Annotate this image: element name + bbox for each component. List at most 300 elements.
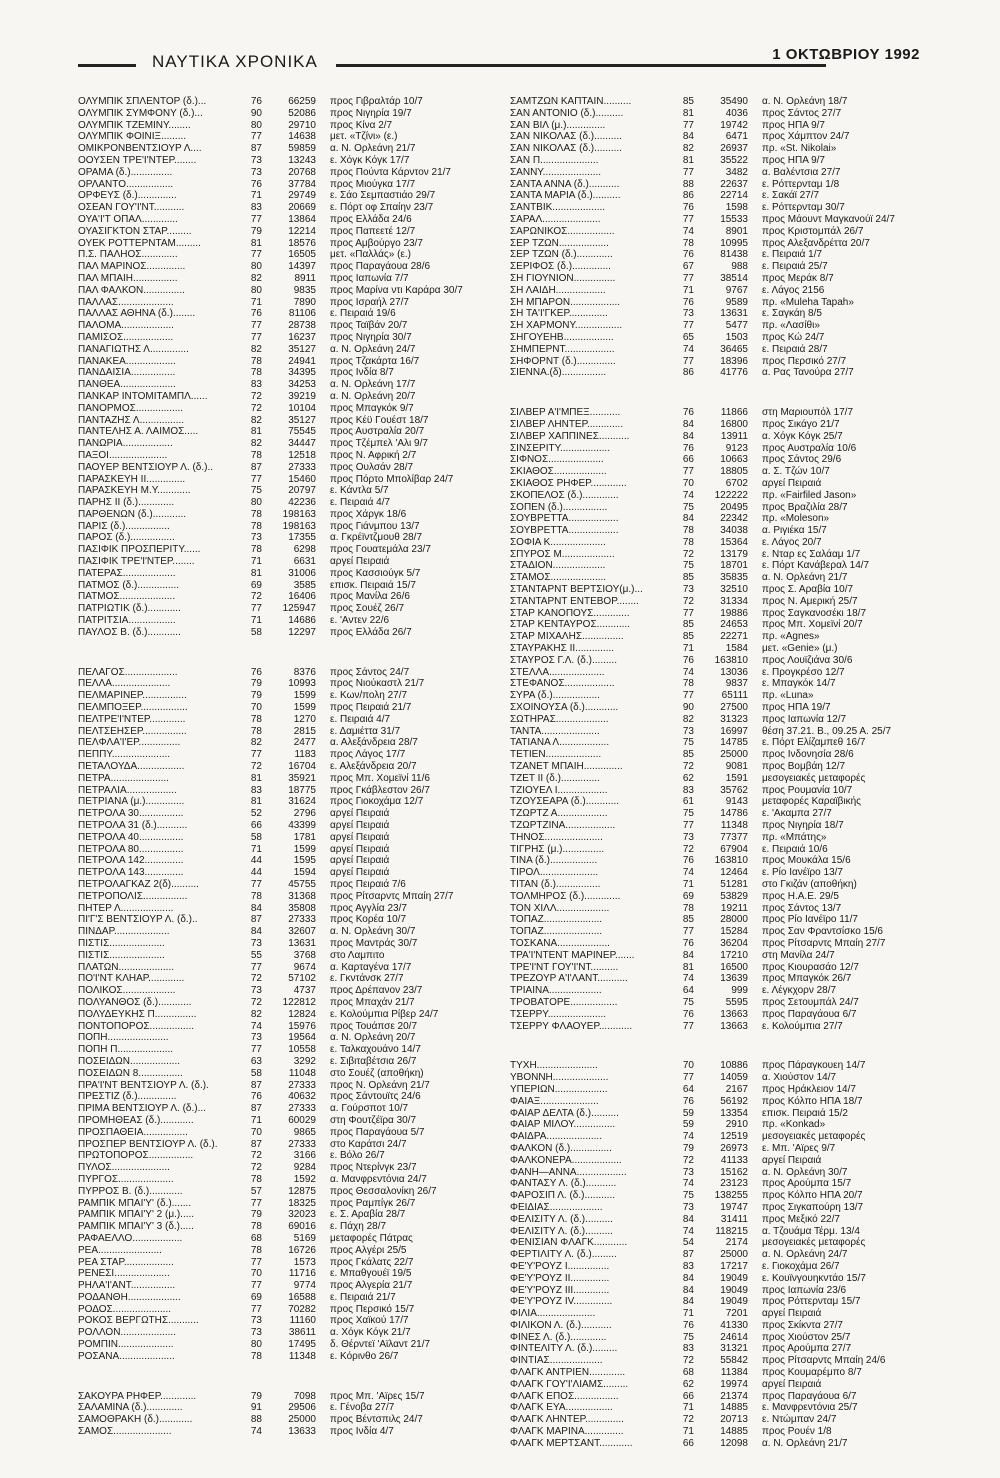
ship-row — [78, 667, 498, 679]
build-year: 73 — [250, 937, 262, 949]
ship-name: ΣΟΥΒΡΕΤΤΑ.................. — [510, 513, 619, 525]
build-year: 76 — [682, 407, 694, 419]
ship-name: ΤΙΡΟΛ..................... — [510, 867, 599, 879]
voyage-note: προς Κόλπο ΗΠΑ 20/7 — [762, 1190, 863, 1202]
voyage-note: προς Τζακάρτα 16/7 — [330, 355, 420, 367]
build-year: 77 — [682, 926, 694, 938]
build-year: 78 — [682, 536, 694, 548]
voyage-note: προς Παραγάουα 28/6 — [330, 261, 431, 273]
tonnage: 42236 — [288, 497, 316, 509]
ship-row — [78, 761, 498, 773]
ship-name: ΦΛΑΓΚ ΛΗΝΤΕΡ.............. — [510, 1414, 624, 1426]
ship-name: ΣΑΝΤΑ ΑΝΝΑ (δ.)........... — [510, 178, 620, 190]
ship-row — [510, 1021, 930, 1033]
ship-name: ΣΑΝ ΒΙΛ (μ.).............. — [510, 119, 606, 131]
ship-name: ΣΑΝ ΝΙΚΟΛΑΣ (δ.).......... — [510, 131, 622, 143]
ship-name: ΡΟΜΠΙΝ.................... — [78, 1339, 174, 1351]
ship-row — [78, 832, 498, 844]
build-year: 76 — [250, 96, 262, 107]
ship-name: ΤΡΕΖΟΥΡ Α'Ι'ΛΑΝΤ........... — [510, 973, 628, 985]
tonnage: 31334 — [720, 595, 748, 607]
ship-row — [78, 1021, 498, 1033]
tonnage: 9837 — [725, 678, 748, 690]
ship-name: ΠΟΣΕΙΔΩΝ.................. — [78, 1055, 181, 1067]
tonnage: 23123 — [720, 1178, 748, 1190]
ship-name: ΠΑΟΥΕΡ ΒΕΝΤΣΙΟΥΡ Λ. (δ.).. — [78, 461, 214, 473]
tonnage: 12519 — [720, 1131, 748, 1143]
tonnage: 999 — [731, 985, 748, 997]
ship-row — [510, 549, 930, 561]
build-year: 82 — [250, 272, 262, 284]
tonnage: 22714 — [720, 190, 748, 202]
build-year: 64 — [682, 1083, 694, 1095]
tonnage: 28738 — [288, 320, 316, 332]
ship-name: ΠΙΝΔΑΡ.................... — [78, 926, 170, 938]
build-year: 71 — [682, 1402, 694, 1414]
voyage-note: αργεί Πειραιά — [330, 843, 390, 855]
tonnage: 18805 — [720, 466, 748, 478]
voyage-note: ε. Σακάϊ 27/7 — [762, 190, 820, 202]
ship-name: ΠΡΩΤΟΠΟΡΟΣ................ — [78, 1150, 194, 1162]
build-year: 76 — [682, 1095, 694, 1107]
ship-row — [510, 332, 930, 344]
voyage-note: α. Ν. Ορλεάνη 21/7 — [762, 1437, 848, 1449]
ship-row — [78, 1402, 498, 1414]
ship-name: ΣΤΕΛΛΑ.................... — [510, 666, 605, 678]
build-year: 76 — [682, 937, 694, 949]
tonnage: 31411 — [720, 1213, 748, 1225]
ship-row — [510, 356, 930, 368]
ship-name: ΡΕΑ ΣΤΑΡ.................. — [78, 1256, 174, 1268]
ship-list-block — [78, 96, 498, 639]
build-year: 73 — [250, 1327, 262, 1339]
page-header — [78, 46, 920, 82]
build-year: 81 — [682, 154, 694, 166]
ship-name: ΠΕΛΜΑΡΙΝΕΡ................ — [78, 690, 187, 702]
tonnage: 34038 — [720, 525, 748, 537]
tonnage: 12824 — [288, 1008, 316, 1020]
ship-row — [78, 155, 498, 167]
tonnage: 5595 — [725, 996, 748, 1008]
ship-row — [78, 1221, 498, 1233]
ship-row — [510, 1202, 930, 1214]
voyage-note: προς Μαρίνα ντι Καράρα 30/7 — [330, 284, 463, 296]
ship-name: ΦΑΡΟΣΙΠ Λ. (δ.)........... — [510, 1190, 616, 1202]
ship-row — [510, 950, 930, 962]
ship-name: ΠΟΣΕΙΔΩΝ 8................ — [78, 1067, 183, 1079]
voyage-note: προς Σιγκαπούρη 13/7 — [762, 1201, 864, 1213]
voyage-note: προς Σάντος 13/7 — [762, 902, 842, 914]
voyage-note: ε. Κολούμπια Ρίβερ 24/7 — [330, 1008, 439, 1020]
tonnage: 1270 — [293, 713, 316, 725]
build-year: 80 — [250, 261, 262, 273]
ship-name: ΤΙΓΡΗΣ (μ.)............... — [510, 843, 605, 855]
voyage-note: α. Ν. Ορλεάνη 30/7 — [330, 926, 416, 938]
voyage-note: προς Ισραήλ 27/7 — [330, 296, 409, 308]
voyage-note: προς Ιαπωνία 7/7 — [330, 272, 409, 284]
build-year: 77 — [682, 213, 694, 225]
voyage-note: προς Ρίο Ιανέϊρο 11/7 — [762, 914, 858, 926]
tonnage: 16800 — [720, 418, 748, 430]
tonnage: 34447 — [288, 438, 316, 450]
tonnage: 13663 — [720, 1008, 748, 1020]
tonnage: 8376 — [293, 666, 316, 678]
tonnage: 32607 — [288, 926, 316, 938]
ship-row — [510, 596, 930, 608]
ship-name: ΡΕΝΕΣΙ.................... — [78, 1268, 170, 1280]
build-year: 79 — [250, 225, 262, 237]
tonnage: 10104 — [288, 402, 316, 414]
ship-row — [510, 1414, 930, 1426]
build-year: 73 — [250, 1032, 262, 1044]
ship-row — [78, 808, 498, 820]
build-year: 87 — [250, 461, 262, 473]
tonnage: 14885 — [720, 1402, 748, 1414]
build-year: 72 — [682, 1414, 694, 1426]
build-year: 77 — [250, 603, 262, 615]
voyage-note: ε. Πόρτ Κανάβεραλ 14/7 — [762, 560, 870, 572]
voyage-note: στο Γκιζάν (αποθήκη) — [762, 879, 857, 890]
build-year: 79 — [250, 1209, 262, 1221]
ship-row — [78, 202, 498, 214]
tonnage: 17210 — [720, 949, 748, 961]
build-year: 71 — [250, 1114, 262, 1126]
tonnage: 26973 — [720, 1142, 748, 1154]
voyage-note: α. Ν. Ορλεάνη 18/7 — [762, 96, 848, 107]
tonnage: 27333 — [288, 1079, 316, 1091]
voyage-note: προς Σουέζ 26/7 — [330, 603, 405, 615]
tonnage: 15976 — [288, 1020, 316, 1032]
voyage-note: α. Ν. Ορλεάνη 20/7 — [330, 390, 416, 402]
tonnage: 11348 — [288, 1350, 316, 1362]
ship-name: ΣΗΓΟΥΕΗΒ.................. — [510, 331, 614, 343]
ship-name: ΠΑΛ ΜΠΑΙΗ................ — [78, 272, 178, 284]
ship-row — [78, 426, 498, 438]
tonnage: 32510 — [720, 584, 748, 596]
ship-row — [510, 320, 930, 332]
ship-row — [78, 1304, 498, 1316]
voyage-note: α. Ν. Ορλεάνη 24/7 — [762, 1249, 848, 1261]
tonnage: 14885 — [720, 1426, 748, 1438]
build-year: 78 — [250, 1244, 262, 1256]
ship-row — [78, 131, 498, 143]
ship-name: ΠΑΝΘΕΑ.................... — [78, 379, 176, 391]
tonnage: 35522 — [720, 154, 748, 166]
build-year: 72 — [250, 591, 262, 603]
build-year: 77 — [682, 119, 694, 131]
tonnage: 6702 — [725, 477, 748, 489]
tonnage: 19049 — [720, 1272, 748, 1284]
tonnage: 9774 — [293, 1280, 316, 1292]
ship-name: ΣΤΑΥΡΟΣ Γ.Λ. (δ.)......... — [510, 654, 617, 666]
tonnage: 55842 — [720, 1355, 748, 1367]
ship-row — [78, 985, 498, 997]
ship-row — [510, 367, 930, 379]
voyage-note: προς Νιγηρία 19/7 — [330, 107, 412, 119]
tonnage: 13179 — [720, 548, 748, 560]
build-year: 82 — [250, 1008, 262, 1020]
ship-row — [510, 1072, 930, 1084]
ship-row — [78, 568, 498, 580]
ship-row — [78, 1150, 498, 1162]
build-year: 76 — [682, 249, 694, 261]
ship-name: ΠΑΝΤΑΖΗΣ Λ................ — [78, 414, 185, 426]
voyage-note: ε. Γκντάνσκ 27/7 — [330, 973, 404, 985]
ship-name: ΣΥΡΑ (δ.)................. — [510, 690, 600, 702]
build-year: 78 — [250, 544, 262, 556]
build-year: 73 — [682, 1166, 694, 1178]
build-year: 77 — [250, 213, 262, 225]
ship-name: ΣΑΡΩΝΙΚΟΣ................. — [510, 225, 615, 237]
ship-row — [78, 521, 498, 533]
tonnage: 16997 — [720, 725, 748, 737]
voyage-note: προς Κορέα 10/7 — [330, 914, 407, 926]
voyage-note: προς Νιγηρία 18/7 — [762, 820, 844, 832]
tonnage: 9143 — [725, 796, 748, 808]
ship-name: ΣΩΤΗΡΑΣ................... — [510, 713, 609, 725]
tonnage: 9865 — [293, 1126, 316, 1138]
ship-name: ΠΥΡΡΟΣ Β. (δ.)............ — [78, 1185, 183, 1197]
ship-name: ΤΡΕ'Ι'ΝΤ ΓΟΥ'Ι'ΝΤ.......... — [510, 961, 619, 973]
tonnage: 22637 — [720, 178, 748, 190]
ship-name: ΣΙΦΝΟΣ.................... — [510, 454, 604, 466]
tonnage: 5169 — [293, 1232, 316, 1244]
build-year: 77 — [250, 320, 262, 332]
ship-name: ΟΡΦΕΥΣ (δ.).............. — [78, 190, 177, 202]
build-year: 73 — [682, 308, 694, 320]
ship-row — [510, 478, 930, 490]
ship-row — [78, 249, 498, 261]
tonnage: 10558 — [288, 1044, 316, 1056]
tonnage: 16726 — [288, 1244, 316, 1256]
ship-name: ΣΕΡΙΦΟΣ (δ.).............. — [510, 261, 611, 273]
voyage-note: αργεί Πειραιά — [330, 556, 390, 568]
ship-row — [510, 490, 930, 502]
ship-name: ΦΕ'Υ'ΡΟΥΖ ΙΙ.............. — [510, 1272, 610, 1284]
ship-row — [78, 462, 498, 474]
voyage-note: προς Αρούμπα 27/7 — [762, 1343, 852, 1355]
tonnage: 20768 — [288, 166, 316, 178]
tonnage: 3292 — [293, 1055, 316, 1067]
tonnage: 8901 — [725, 225, 748, 237]
ship-name: ΤΑΤΙΑΝΑ Λ.................. — [510, 737, 610, 749]
tonnage: 1599 — [293, 690, 316, 702]
build-year: 52 — [250, 808, 262, 820]
listing-column-right — [510, 96, 930, 1478]
ship-name: ΠΥΛΟΣ..................... — [78, 1162, 170, 1174]
ship-row — [78, 903, 498, 915]
voyage-note: πρ. «Moleson» — [762, 513, 830, 525]
build-year: 84 — [682, 513, 694, 525]
build-year: 75 — [682, 501, 694, 513]
ship-name: ΦΛΑΓΚ ΜΑΡΙΝΑ.............. — [510, 1426, 624, 1438]
ship-row — [510, 631, 930, 643]
voyage-note: πρ. «Agnes» — [762, 631, 820, 643]
build-year: 79 — [250, 690, 262, 702]
tonnage: 18775 — [288, 784, 316, 796]
ship-row — [510, 1320, 930, 1332]
voyage-note: ε. Λάγος 20/7 — [762, 536, 822, 548]
ship-row — [78, 714, 498, 726]
ship-row — [510, 120, 930, 132]
ship-row — [510, 407, 930, 419]
build-year: 77 — [682, 820, 694, 832]
ship-name: ΠΛΑΤΩΝ.................... — [78, 961, 175, 973]
build-year: 76 — [682, 654, 694, 666]
ship-row — [78, 544, 498, 556]
ship-name: ΠΑΝΚΑΡ ΙΝΤΟΜΙΤΑΜΠΛ...... — [78, 390, 208, 402]
build-year: 79 — [250, 678, 262, 690]
tonnage: 1599 — [293, 843, 316, 855]
tonnage: 12518 — [288, 449, 316, 461]
build-year: 70 — [682, 477, 694, 489]
build-year: 78 — [250, 1221, 262, 1233]
tonnage: 9835 — [293, 284, 316, 296]
build-year: 82 — [682, 713, 694, 725]
build-year: 78 — [682, 902, 694, 914]
ship-row — [78, 214, 498, 226]
tonnage: 31624 — [288, 796, 316, 808]
build-year: 91 — [250, 1402, 262, 1414]
voyage-note: ε. Μανφρεντόνια 25/7 — [762, 1402, 858, 1414]
ship-row — [510, 1355, 930, 1367]
ship-name: ΣΕΡ ΤΖΩΝ (δ.)............. — [510, 249, 613, 261]
ship-row — [510, 997, 930, 1009]
voyage-note: α. Ν. Ορλεάνη 21/7 — [330, 143, 416, 155]
tonnage: 9081 — [725, 761, 748, 773]
tonnage: 16588 — [288, 1291, 316, 1303]
ship-name: ΡΑΦΑΕΛΛΟ.................. — [78, 1232, 183, 1244]
build-year: 71 — [682, 284, 694, 296]
build-year: 74 — [250, 1020, 262, 1032]
voyage-note: προς Λουϊζιάνα 30/6 — [762, 654, 853, 666]
voyage-note: προς Ν. Αφρική 2/7 — [330, 449, 417, 461]
build-year: 72 — [250, 390, 262, 402]
tonnage: 20713 — [720, 1414, 748, 1426]
tonnage: 12875 — [288, 1185, 316, 1197]
ship-row — [78, 167, 498, 179]
ship-row — [78, 226, 498, 238]
ship-name: ΣΤΑΥΡΑΚΗΣ ΙΙ.............. — [510, 643, 615, 655]
tonnage: 70282 — [288, 1303, 316, 1315]
tonnage: 35921 — [288, 772, 316, 784]
ship-row — [78, 1233, 498, 1245]
ship-name: ΟΟΥΣΕΝ ΤΡΕ'Ι'ΝΤΕΡ........ — [78, 154, 197, 166]
voyage-note: προς Αυστραλία 10/6 — [762, 442, 857, 454]
tonnage: 15364 — [720, 536, 748, 548]
voyage-note: ε. Γένοβα 27/7 — [330, 1402, 395, 1414]
ship-row — [78, 962, 498, 974]
ship-row — [510, 1261, 930, 1273]
ship-name: ΣΗΜΠΕΡΝΤ.................. — [510, 343, 615, 355]
tonnage: 31368 — [288, 890, 316, 902]
voyage-note: στο Λαμπιτο — [330, 949, 385, 961]
voyage-note: αργεί Πειραιά — [330, 820, 390, 832]
voyage-note: στη Μανίλα 24/7 — [762, 949, 835, 961]
tonnage: 6471 — [725, 131, 748, 143]
ship-row — [510, 655, 930, 667]
tonnage: 18576 — [288, 237, 316, 249]
ship-name: ΤΖΟΥΣΕΑΡΑ (δ.)............ — [510, 796, 620, 808]
tonnage: 27333 — [288, 461, 316, 473]
ship-row — [510, 273, 930, 285]
ship-name: ΣΙΛΒΕΡ ΧΑΠΠΙΝΕΣ........... — [510, 430, 630, 442]
voyage-note: μεσογειακές μεταφορές — [762, 1237, 866, 1249]
ship-name: ΟΛΥΜΠΙΚ ΣΥΜΦΟΝΥ (δ.)... — [78, 107, 203, 119]
ship-name: ΠΕΤΡΟΛΑ 142.............. — [78, 855, 184, 867]
ship-row — [510, 1119, 930, 1131]
tonnage: 36465 — [720, 343, 748, 355]
ship-name: ΟΣΕΑΝ ΓΟΥ'Ι'ΝΤ........... — [78, 202, 185, 214]
voyage-note: προς Παραγάουα 6/7 — [762, 1390, 857, 1402]
ship-name: ΤΣΕΡΡΥ..................... — [510, 1008, 607, 1020]
tonnage: 1592 — [293, 1173, 316, 1185]
tonnage: 3166 — [293, 1150, 316, 1162]
ship-name: ΠΙΣΤΙΣ.................... — [78, 937, 165, 949]
voyage-note: ε. Πάχη 28/7 — [330, 1221, 387, 1233]
tonnage: 19211 — [720, 902, 748, 914]
tonnage: 11160 — [289, 1315, 316, 1327]
tonnage: 6298 — [293, 544, 316, 556]
tonnage: 11348 — [720, 820, 748, 832]
build-year: 84 — [682, 1272, 694, 1284]
tonnage: 122222 — [714, 489, 748, 501]
ship-row — [78, 108, 498, 120]
tonnage: 13036 — [720, 666, 748, 678]
ship-row — [78, 1257, 498, 1269]
ship-row — [78, 143, 498, 155]
build-year: 75 — [682, 737, 694, 749]
voyage-note: προς Κίνα 2/7 — [330, 119, 393, 131]
ship-name: ΣΤΑΝΤΑΡΝΤ ΕΝΤΕΒΟΡ........ — [510, 595, 639, 607]
ship-name: ΦΑΙΑΡ ΜΙΛΟΥ............... — [510, 1119, 616, 1131]
ship-row — [78, 1103, 498, 1115]
build-year: 80 — [250, 284, 262, 296]
voyage-note: προς Χιούστον 25/7 — [762, 1331, 851, 1343]
ship-name: ΦΕ'Υ'ΡΟΥΖ ΙV.............. — [510, 1296, 613, 1308]
tonnage: 9123 — [725, 442, 748, 454]
ship-row — [78, 973, 498, 985]
ship-name: ΦΑΝΗ—ΑΝΝΑ.................. — [510, 1166, 627, 1178]
ship-row — [78, 867, 498, 879]
tonnage: 14059 — [720, 1072, 748, 1084]
voyage-note: ε. Ντώμπαν 24/7 — [762, 1414, 837, 1426]
ship-name: ΦΑΙΑΡ ΔΕΛΤΑ (δ.).......... — [510, 1107, 619, 1119]
voyage-note: προς Ουλσάν 28/7 — [330, 461, 414, 473]
voyage-note: προς Τουάπσε 20/7 — [330, 1020, 418, 1032]
voyage-note: α. Χιούστον 14/7 — [762, 1072, 837, 1084]
build-year: 44 — [250, 855, 262, 867]
voyage-note: προς Κριστομπάλ 26/7 — [762, 225, 864, 237]
build-year: 75 — [250, 485, 262, 497]
ship-name: ΣΚΟΠΕΛΟΣ (δ.)............. — [510, 489, 619, 501]
ship-name: ΣΑΝΤΑ ΜΑΡΙΑ (δ.).......... — [510, 190, 621, 202]
ship-name: ΣΤΑΡ ΜΙΧΑΛΗΣ............... — [510, 631, 624, 643]
ship-row — [510, 1438, 930, 1450]
voyage-note: προς Πειραιά 7/6 — [330, 879, 406, 890]
tonnage: 57102 — [288, 973, 316, 985]
tonnage: 39219 — [288, 390, 316, 402]
build-year: 77 — [682, 166, 694, 178]
ship-row — [510, 678, 930, 690]
build-year: 84 — [682, 1213, 694, 1225]
ship-name: ΣΑΝΝΥ..................... — [510, 166, 602, 178]
tonnage: 7890 — [293, 296, 316, 308]
tonnage: 1503 — [725, 331, 748, 343]
voyage-note: προς Σαν Φραντσίσκο 15/6 — [762, 926, 883, 938]
build-year: 87 — [250, 1103, 262, 1115]
build-year: 81 — [250, 567, 262, 579]
